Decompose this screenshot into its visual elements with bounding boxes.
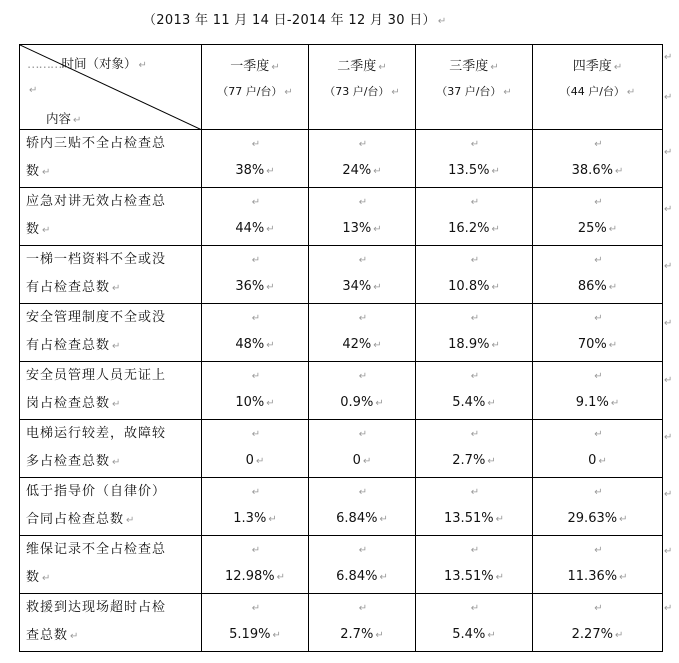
paragraph-mark-icon: ↵ bbox=[251, 313, 261, 324]
table-row bbox=[20, 420, 663, 478]
value-cell: ↵ 36% ↵ bbox=[202, 246, 309, 304]
quarter-header: 四季度 ↵ （44 户/台） ↵ bbox=[533, 45, 663, 130]
table-row bbox=[20, 362, 663, 420]
paragraph-mark-icon: ↵ bbox=[594, 603, 603, 614]
table-row bbox=[20, 130, 663, 188]
value-cell: ↵ 38% ↵ bbox=[202, 130, 309, 188]
paragraph-mark-icon: ↵ bbox=[358, 139, 368, 150]
value-cell: ↵ 11.36% ↵ bbox=[533, 536, 663, 594]
paragraph-mark-icon: ↵ bbox=[126, 515, 136, 526]
paragraph-mark-icon: ↵ bbox=[358, 545, 368, 556]
paragraph-mark-icon: ↵ bbox=[375, 398, 384, 409]
value-cell: ↵ 42% ↵ bbox=[309, 304, 416, 362]
table-caption: （2013 年 11 月 14 日-2014 年 12 月 30 日） ↵ bbox=[143, 13, 447, 28]
paragraph-mark-icon: ↵ bbox=[598, 456, 607, 467]
paragraph-mark-icon: ↵ bbox=[594, 313, 603, 324]
value-cell: ↵ 29.63% ↵ bbox=[533, 478, 663, 536]
paragraph-mark-icon: ↵ bbox=[358, 603, 368, 614]
quarter-header: 三季度 ↵ （37 户/台） ↵ bbox=[416, 45, 533, 130]
value-cell: ↵ 2.7% ↵ bbox=[416, 420, 533, 478]
paragraph-mark-icon: ↵ bbox=[664, 261, 673, 272]
value-cell: ↵ 2.27% ↵ bbox=[533, 594, 663, 652]
paragraph-mark-icon: ↵ bbox=[358, 255, 368, 266]
paragraph-mark-icon: ↵ bbox=[594, 487, 603, 498]
paragraph-mark-icon: ↵ bbox=[470, 139, 480, 150]
corner-label-content: 内容 ↵ bbox=[46, 111, 82, 126]
value-cell: ↵ 10.8% ↵ bbox=[416, 246, 533, 304]
row-label: 安全员管理人员无证上 岗占检查总数 ↵ bbox=[20, 362, 202, 420]
paragraph-mark-icon: ↵ bbox=[664, 432, 673, 443]
value-cell: ↵ 16.2% ↵ bbox=[416, 188, 533, 246]
paragraph-mark-icon: ↵ bbox=[362, 456, 372, 467]
paragraph-mark-icon: ↵ bbox=[664, 489, 673, 500]
paragraph-mark-icon: ↵ bbox=[594, 255, 603, 266]
paragraph-mark-icon: ↵ bbox=[487, 398, 496, 409]
paragraph-mark-icon: ↵ bbox=[251, 603, 261, 614]
quarter-header: 一季度 ↵ （77 户/台） ↵ bbox=[202, 45, 309, 130]
quarter-header: 二季度 ↵ （73 户/台） ↵ bbox=[309, 45, 416, 130]
paragraph-mark-icon: ↵ bbox=[491, 224, 500, 235]
paragraph-mark-icon: ↵ bbox=[373, 340, 382, 351]
value-cell: ↵ 1.3% ↵ bbox=[202, 478, 309, 536]
value-cell: ↵ 38.6% ↵ bbox=[533, 130, 663, 188]
value-cell: ↵ 13.51% ↵ bbox=[416, 536, 533, 594]
paragraph-mark-icon: ↵ bbox=[495, 572, 504, 583]
paragraph-mark-icon: ↵ bbox=[138, 60, 147, 71]
paragraph-mark-icon: ↵ bbox=[491, 166, 500, 177]
value-cell: ↵ 48% ↵ bbox=[202, 304, 309, 362]
paragraph-mark-icon: ↵ bbox=[251, 139, 261, 150]
value-cell: ↵ 5.4% ↵ bbox=[416, 362, 533, 420]
paragraph-mark-icon: ↵ bbox=[42, 167, 52, 178]
paragraph-mark-icon: ↵ bbox=[255, 456, 265, 467]
table-row bbox=[20, 594, 663, 652]
row-label: 维保记录不全占检查总 数 ↵ bbox=[20, 536, 202, 594]
paragraph-mark-icon: ↵ bbox=[358, 371, 368, 382]
paragraph-mark-icon: ↵ bbox=[614, 166, 624, 177]
table-row bbox=[20, 246, 663, 304]
value-cell: ↵ 34% ↵ bbox=[309, 246, 416, 304]
value-cell: ↵ 5.19% ↵ bbox=[202, 594, 309, 652]
paragraph-mark-icon: ↵ bbox=[112, 399, 122, 410]
paragraph-mark-icon: ↵ bbox=[373, 224, 382, 235]
paragraph-mark-icon: ↵ bbox=[266, 224, 275, 235]
paragraph-mark-icon: ↵ bbox=[373, 282, 382, 293]
paragraph-mark-icon: ↵ bbox=[664, 546, 673, 557]
table-row bbox=[20, 304, 663, 362]
paragraph-mark-icon: ↵ bbox=[373, 166, 382, 177]
value-cell: ↵ 0.9% ↵ bbox=[309, 362, 416, 420]
paragraph-mark-icon: ↵ bbox=[614, 630, 624, 641]
paragraph-mark-icon: ↵ bbox=[470, 487, 480, 498]
value-cell: ↵ 18.9% ↵ bbox=[416, 304, 533, 362]
paragraph-mark-icon: ↵ bbox=[470, 197, 480, 208]
paragraph-mark-icon: ↵ bbox=[664, 318, 673, 329]
row-label: 安全管理制度不全或没 有占检查总数 ↵ bbox=[20, 304, 202, 362]
row-label: 轿内三贴不全占检查总 数 ↵ bbox=[20, 130, 202, 188]
paragraph-mark-icon: ↵ bbox=[487, 456, 496, 467]
paragraph-mark-icon: ↵ bbox=[664, 92, 673, 103]
paragraph-mark-icon: ↵ bbox=[112, 341, 122, 352]
row-label: 电梯运行较差，故障较 多占检查总数 ↵ bbox=[20, 420, 202, 478]
paragraph-mark-icon: ↵ bbox=[594, 545, 603, 556]
paragraph-mark-icon: ↵ bbox=[42, 225, 52, 236]
paragraph-mark-icon: ↵ bbox=[619, 514, 628, 525]
paragraph-mark-icon: ↵ bbox=[266, 282, 275, 293]
paragraph-mark-icon: ↵ bbox=[664, 147, 673, 158]
paragraph-mark-icon: ↵ bbox=[251, 255, 261, 266]
paragraph-mark-icon: ↵ bbox=[266, 398, 275, 409]
value-cell: ↵ 12.98% ↵ bbox=[202, 536, 309, 594]
paragraph-mark-icon: ↵ bbox=[664, 375, 673, 386]
value-cell: ↵ 13.5% ↵ bbox=[416, 130, 533, 188]
paragraph-mark-icon: ↵ bbox=[594, 197, 603, 208]
paragraph-mark-icon: ↵ bbox=[251, 545, 261, 556]
header-row bbox=[20, 45, 663, 130]
paragraph-mark-icon: ↵ bbox=[379, 572, 388, 583]
paragraph-mark-icon: ↵ bbox=[251, 487, 261, 498]
value-cell: ↵ 86% ↵ bbox=[533, 246, 663, 304]
paragraph-mark-icon: ↵ bbox=[619, 572, 628, 583]
paragraph-mark-icon: ↵ bbox=[358, 313, 368, 324]
corner-label-time: ………时间（对象） ↵ bbox=[27, 56, 147, 71]
paragraph-mark-icon: ↵ bbox=[268, 514, 277, 525]
paragraph-mark-icon: ↵ bbox=[594, 371, 603, 382]
paragraph-mark-icon: ↵ bbox=[42, 573, 52, 584]
value-cell: ↵ 2.7% ↵ bbox=[309, 594, 416, 652]
paragraph-mark-icon: ↵ bbox=[470, 371, 480, 382]
paragraph-mark-icon: ↵ bbox=[358, 429, 368, 440]
paragraph-mark-icon: ↵ bbox=[437, 16, 447, 27]
value-cell: ↵ 6.84% ↵ bbox=[309, 536, 416, 594]
value-cell: ↵ 5.4% ↵ bbox=[416, 594, 533, 652]
paragraph-mark-icon: ↵ bbox=[608, 282, 618, 293]
paragraph-mark-icon: ↵ bbox=[470, 603, 480, 614]
table-row bbox=[20, 536, 663, 594]
paragraph-mark-icon: ↵ bbox=[73, 115, 82, 126]
row-label: 一梯一档资料不全或没 有占检查总数 ↵ bbox=[20, 246, 202, 304]
paragraph-mark-icon: ↵ bbox=[470, 313, 480, 324]
paragraph-mark-icon: ↵ bbox=[266, 340, 275, 351]
paragraph-mark-icon: ↵ bbox=[664, 603, 673, 614]
diagonal-header-cell bbox=[20, 45, 202, 130]
paragraph-mark-icon: ↵ bbox=[112, 283, 122, 294]
paragraph-mark-icon: ↵ bbox=[664, 52, 673, 63]
paragraph-mark-icon: ↵ bbox=[491, 282, 500, 293]
value-cell: ↵ 0 ↵ bbox=[533, 420, 663, 478]
paragraph-mark-icon: ↵ bbox=[491, 340, 500, 351]
row-label: 应急对讲无效占检查总 数 ↵ bbox=[20, 188, 202, 246]
paragraph-mark-icon: ↵ bbox=[379, 514, 388, 525]
table-row bbox=[20, 478, 663, 536]
table-row bbox=[20, 188, 663, 246]
paragraph-mark-icon: ↵ bbox=[272, 630, 281, 641]
value-cell: ↵ 0 ↵ bbox=[202, 420, 309, 478]
paragraph-mark-icon: ↵ bbox=[358, 197, 368, 208]
paragraph-mark-icon: ↵ bbox=[358, 487, 368, 498]
paragraph-mark-icon: ↵ bbox=[495, 514, 504, 525]
paragraph-mark-icon: ↵ bbox=[70, 631, 80, 642]
value-cell: ↵ 9.1% ↵ bbox=[533, 362, 663, 420]
paragraph-mark-icon: ↵ bbox=[470, 429, 480, 440]
paragraph-mark-icon: ↵ bbox=[594, 429, 603, 440]
row-label: 救援到达现场超时占检 查总数 ↵ bbox=[20, 594, 202, 652]
value-cell: ↵ 70% ↵ bbox=[533, 304, 663, 362]
paragraph-mark-icon: ↵ bbox=[112, 457, 122, 468]
value-cell: ↵ 10% ↵ bbox=[202, 362, 309, 420]
value-cell: ↵ 25% ↵ bbox=[533, 188, 663, 246]
value-cell: ↵ 13% ↵ bbox=[309, 188, 416, 246]
paragraph-mark-icon: ↵ bbox=[375, 630, 384, 641]
paragraph-mark-icon: ↵ bbox=[251, 371, 261, 382]
paragraph-mark-icon: ↵ bbox=[251, 429, 261, 440]
paragraph-mark-icon: ↵ bbox=[251, 197, 261, 208]
paragraph-mark-icon: ↵ bbox=[487, 630, 496, 641]
value-cell: ↵ 44% ↵ bbox=[202, 188, 309, 246]
paragraph-mark-icon: ↵ bbox=[29, 85, 38, 96]
paragraph-mark-icon: ↵ bbox=[664, 204, 673, 215]
paragraph-mark-icon: ↵ bbox=[594, 139, 603, 150]
value-cell: ↵ 6.84% ↵ bbox=[309, 478, 416, 536]
paragraph-mark-icon: ↵ bbox=[610, 398, 620, 409]
paragraph-mark-icon: ↵ bbox=[276, 572, 285, 583]
value-cell: ↵ 24% ↵ bbox=[309, 130, 416, 188]
value-cell: ↵ 0 ↵ bbox=[309, 420, 416, 478]
paragraph-mark-icon: ↵ bbox=[608, 340, 618, 351]
paragraph-mark-icon: ↵ bbox=[470, 545, 480, 556]
paragraph-mark-icon: ↵ bbox=[266, 166, 275, 177]
paragraph-mark-icon: ↵ bbox=[608, 224, 618, 235]
paragraph-mark-icon: ↵ bbox=[470, 255, 480, 266]
row-label: 低于指导价（自律价） 合同占检查总数 ↵ bbox=[20, 478, 202, 536]
value-cell: ↵ 13.51% ↵ bbox=[416, 478, 533, 536]
quarterly-inspection-table bbox=[19, 44, 663, 652]
